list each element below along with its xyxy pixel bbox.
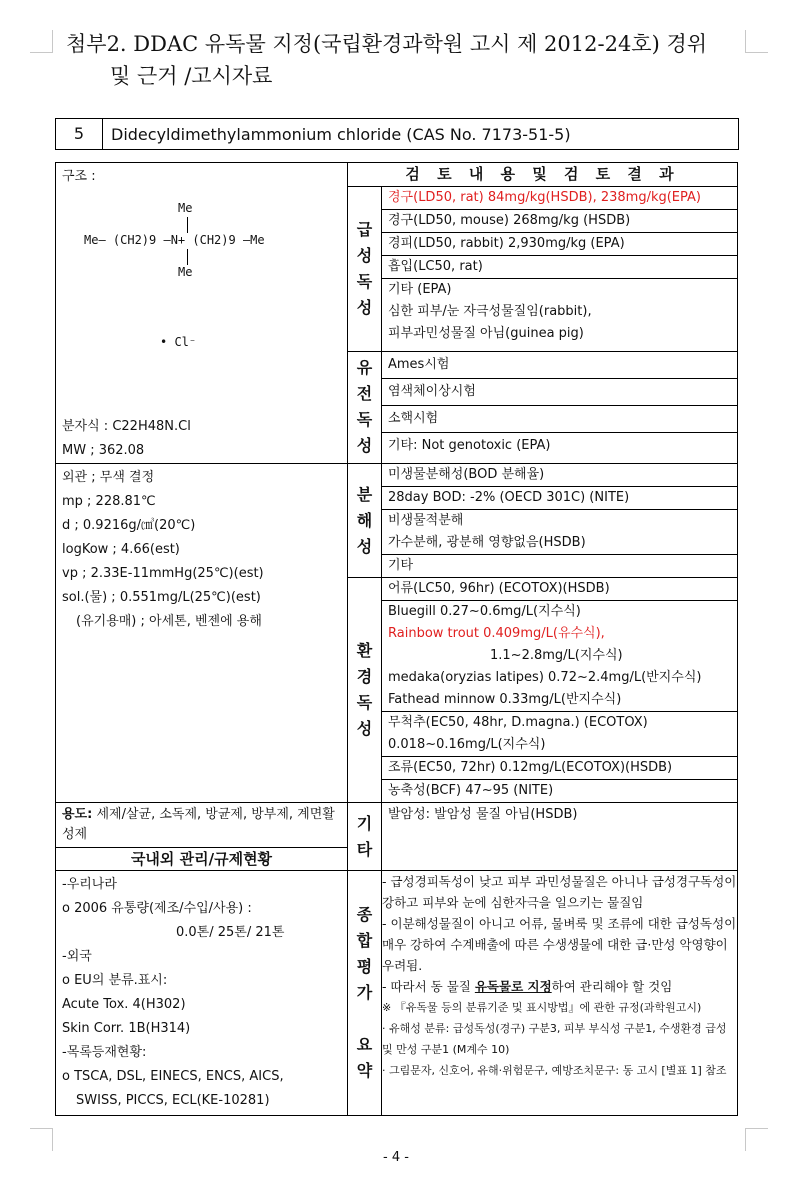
prop-appearance: 외관 ; 무색 결정: [62, 470, 155, 485]
usage: [56, 803, 347, 847]
summary-p3: - 따라서 동 물질 유독물로 지정하여 관리해야 할 것임: [382, 979, 673, 994]
prop-sol-organic: (유기용매) ; 아세톤, 벤젠에 용해: [76, 614, 262, 629]
summary-p1: - 급성경피독성이 낮고 피부 과민성물질은 아니나 급성경구독성이 강하고 피부와 눈에 심한자극을 일으키는 물질임: [382, 874, 737, 910]
degr-bod: 미생물분해성(BOD 분해율): [382, 464, 737, 487]
molecular-formula: 분자식 : C22H48N.Cl: [62, 419, 191, 434]
acute-toxicity-results: [382, 186, 738, 351]
eco-invertebrate: 무척추(EC50, 48hr, D.magna.) (ECOTOX): [388, 715, 648, 730]
other-label: 기 타: [348, 803, 382, 871]
summary-note: ※ 『유독물 등의 분류기준 및 표시방법』에 관한 규정(과학원고시): [382, 1001, 702, 1014]
usage-label: 용도:: [62, 807, 93, 822]
reg-acute-tox: Acute Tox. 4(H302): [62, 997, 186, 1012]
eco-invertebrate-value: 0.018~0.16mg/L(지수식): [382, 734, 737, 757]
genotoxicity-label: 유 전 독 성: [348, 351, 382, 463]
chloride-ion: • Cl⁻: [160, 335, 197, 349]
reg-domestic: -우리나라: [62, 877, 117, 892]
summary-text: [382, 871, 738, 1116]
geno-chromosome: 염색체이상시험: [382, 379, 737, 406]
reg-volume: o 2006 유통량(제조/수입/사용) :: [62, 901, 252, 916]
eco-algae: 조류(EC50, 72hr) 0.12mg/L(ECOTOX)(HSDB): [382, 757, 737, 780]
substance-name: Didecyldimethylammonium chloride (CAS No. 7173-51-5): [111, 124, 571, 144]
degradation-results: [382, 464, 738, 578]
degradation-label: 분 해 성: [348, 464, 382, 578]
methyl-top: Me: [178, 201, 193, 215]
reg-foreign: -외국: [62, 949, 92, 964]
eco-medaka: medaka(oryzias latipes) 0.72~2.4mg/L(반지수식): [388, 670, 702, 685]
crop-mark: [30, 30, 53, 53]
geno-ames: Ames시험: [382, 352, 737, 379]
summary-p2: - 이분해성물질이 아니고 어류, 물벼룩 및 조류에 대한 급성독성이 매우 강하여 수계배출에 따른 수생생물에 대한 급·만성 악영향이 우려됨.: [382, 916, 737, 973]
degr-abiotic: 비생물적분해: [388, 513, 464, 528]
title-line-2: 및 근거 /고시자료: [110, 64, 273, 88]
degr-28day: 28day BOD: -2% (OECD 301C) (NITE): [382, 487, 737, 510]
molecular-weight: MW ; 362.08: [62, 443, 145, 458]
geno-micronucleus: 소핵시험: [382, 406, 737, 433]
acute-dermal-rabbit: 경피(LD50, rabbit) 2,930mg/kg (EPA): [382, 233, 737, 256]
reg-skin-corr: Skin Corr. 1B(H314): [62, 1021, 191, 1036]
other-text: 발암성: 발암성 물질 아님(HSDB): [382, 803, 738, 871]
regulation-status: [56, 871, 348, 1116]
acute-other: 기타 (EPA): [388, 281, 452, 297]
acute-toxicity-label: 급 성 독 성: [348, 186, 382, 351]
prop-logkow: logKow ; 4.66(est): [62, 542, 180, 557]
prop-density: d ; 0.9216g/㎤(20℃): [62, 518, 196, 533]
eco-fathead: Fathead minnow 0.33mg/L(반지수식): [382, 689, 737, 712]
eco-rainbow-trout-2: 1.1~2.8mg/L(지수식): [490, 648, 623, 663]
review-header: 검 토 내 용 및 검 토 결 과: [348, 163, 738, 187]
usage-text: 세제/살균, 소독제, 방균제, 방부제, 계면활성제: [62, 807, 335, 842]
acute-oral-mouse: 경구(LD50, mouse) 268mg/kg (HSDB): [382, 210, 737, 233]
crop-mark: [745, 1128, 768, 1151]
bond-top: [187, 217, 188, 233]
eco-bluegill: Bluegill 0.27~0.6mg/L(지수식): [388, 604, 581, 619]
eco-bcf: 농축성(BCF) 47~95 (NITE): [388, 783, 554, 798]
eco-fish: 어류(LC50, 96hr) (ECOTOX)(HSDB): [382, 578, 737, 601]
substance-number: 5: [56, 119, 103, 149]
methyl-bottom: Me: [178, 265, 193, 279]
summary-bullet-1: · 유해성 분류: 급성독성(경구) 구분3, 피부 부식성 구분1, 수생환경 급성 및 만성 구분1 (M계수 10): [382, 1022, 727, 1056]
title-line-1: 첨부2. DDAC 유독물 지정(국립환경과학원 고시 제 2012-24호) 경위: [66, 32, 708, 56]
summary-bullet-2: · 그림문자, 신호어, 유해·위험문구, 예방조치문구: 동 고시 [별표 1] 참조: [382, 1064, 727, 1077]
bond-bottom: [187, 249, 188, 265]
prop-mp: mp ; 228.81℃: [62, 494, 156, 509]
reg-volume-values: 0.0톤/ 25톤/ 21톤: [176, 925, 285, 940]
reg-inventory-list-2: SWISS, PICCS, ECL(KE-10281): [76, 1093, 270, 1108]
acute-inhalation-rat: 흡입(LC50, rat): [382, 256, 737, 279]
acute-oral-rat: 경구(LD50, rat) 84mg/kg(HSDB), 238mg/kg(EPA): [382, 187, 737, 210]
reg-inventory-list: o TSCA, DSL, EINECS, ENCS, AICS,: [62, 1069, 284, 1084]
structure-cell: [56, 163, 348, 464]
page-number: - 4 -: [383, 1150, 409, 1165]
regulation-title: 국내외 관리/규제현황: [56, 847, 347, 870]
eco-toxicity-results: [382, 578, 738, 803]
degr-hydrolysis: 가수분해, 광분해 영향없음(HSDB): [382, 532, 737, 555]
alkyl-chain: Me— (CH2)9 —N+ (CH2)9 —Me: [84, 233, 265, 247]
prop-sol-water: sol.(물) ; 0.551mg/L(25℃)(est): [62, 590, 261, 605]
structure-label: 구조 :: [62, 169, 96, 184]
geno-other: 기타: Not genotoxic (EPA): [388, 437, 551, 453]
eco-rainbow-trout: Rainbow trout 0.409mg/L(유수식),: [388, 626, 605, 641]
eco-toxicity-label: 환 경 독 성: [348, 578, 382, 803]
chemical-structure: [56, 163, 347, 415]
summary-label: 종 합 평 가 요 약: [348, 871, 382, 1116]
reg-inventory: -목록등재현황:: [62, 1045, 147, 1060]
crop-mark: [30, 1128, 53, 1151]
genotoxicity-results: [382, 351, 738, 463]
document-title: [66, 28, 756, 92]
substance-header: [55, 118, 739, 150]
acute-sensitization: 피부과민성물질 아님(guinea pig): [388, 325, 584, 341]
reg-eu: o EU의 분류.표시:: [62, 973, 168, 988]
designation-emphasis: 유독물로 지정: [474, 979, 552, 994]
degr-other: 기타: [388, 558, 414, 573]
substance-table: [55, 162, 738, 1116]
usage-cell: [56, 803, 348, 871]
acute-irritation: 심한 피부/눈 자극성물질임(rabbit),: [388, 303, 592, 319]
physical-properties: [56, 464, 348, 803]
prop-vp: vp ; 2.33E-11mmHg(25℃)(est): [62, 566, 264, 581]
